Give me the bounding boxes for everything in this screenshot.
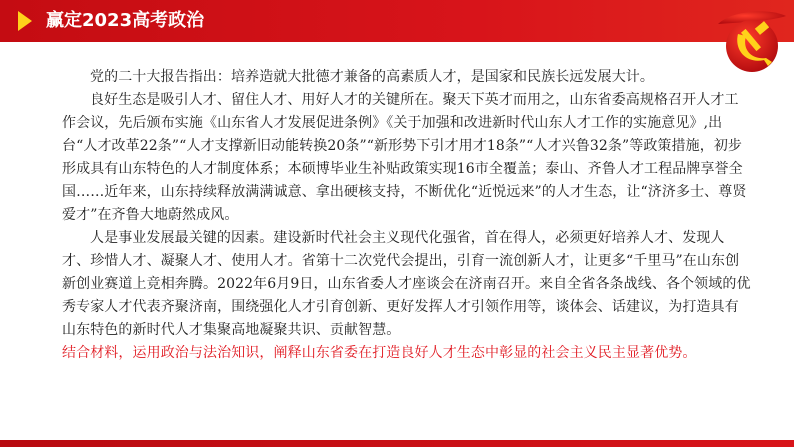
article-body [62,66,752,365]
question-text: 结合材料，运用政治与法治知识，阐释山东省委在打造良好人才生态中彰显的社会主义民主显著优势。 [62,345,697,361]
footer-bar [0,440,794,447]
paragraph: 党的二十大报告指出：培养造就大批德才兼备的高素质人才，是国家和民族长远发展大计。 [90,69,654,85]
paragraph: 良好生态是吸引人才、留住人才、用好人才的关键所在。聚天下英才而用之，山东省委高规格召开人才工作会议，先后颁布实施《山东省人才发展促进条例》《关于加强和改进新时代山东人才工作的实施意见》,出台“人才改革22条”“人才支撑新旧动能转换20条”“新形势下引才用才18条”“人才兴鲁32条”等政策措施，初步形成具有山东特色的人才制度体系；本硕博毕业生补贴政策实现16市全覆盖；泰山、齐鲁人才工程品牌享誉全国……近年来，山东持续释放满满诚意、拿出硬核支持，不断优化“近悦远来”的人才生态，让“济济多士、尊贤爱才”在齐鲁大地蔚然成风。 [62,92,747,223]
header-bar [0,0,794,42]
page-title: 赢定2023高考政治 [46,10,205,31]
arrow-right-icon [18,11,32,31]
paragraph: 人是事业发展最关键的因素。建设新时代社会主义现代化强省，首在得人，必须更好培养人才、发现人才、珍惜人才、凝聚人才、使用人才。省第十二次党代会提出，引育一流创新人才，让更多“千里马”在山东创新创业赛道上竞相奔腾。2022年6月9日，山东省委人才座谈会在济南召开。来自全省各条战线、各个领域的优秀专家人才代表齐聚济南，围绕强化人才引育创新、更好发挥人才引领作用等，谈体会、话建议，为打造具有山东特色的新时代人才集聚高地凝聚共识、贡献智慧。 [62,230,751,338]
